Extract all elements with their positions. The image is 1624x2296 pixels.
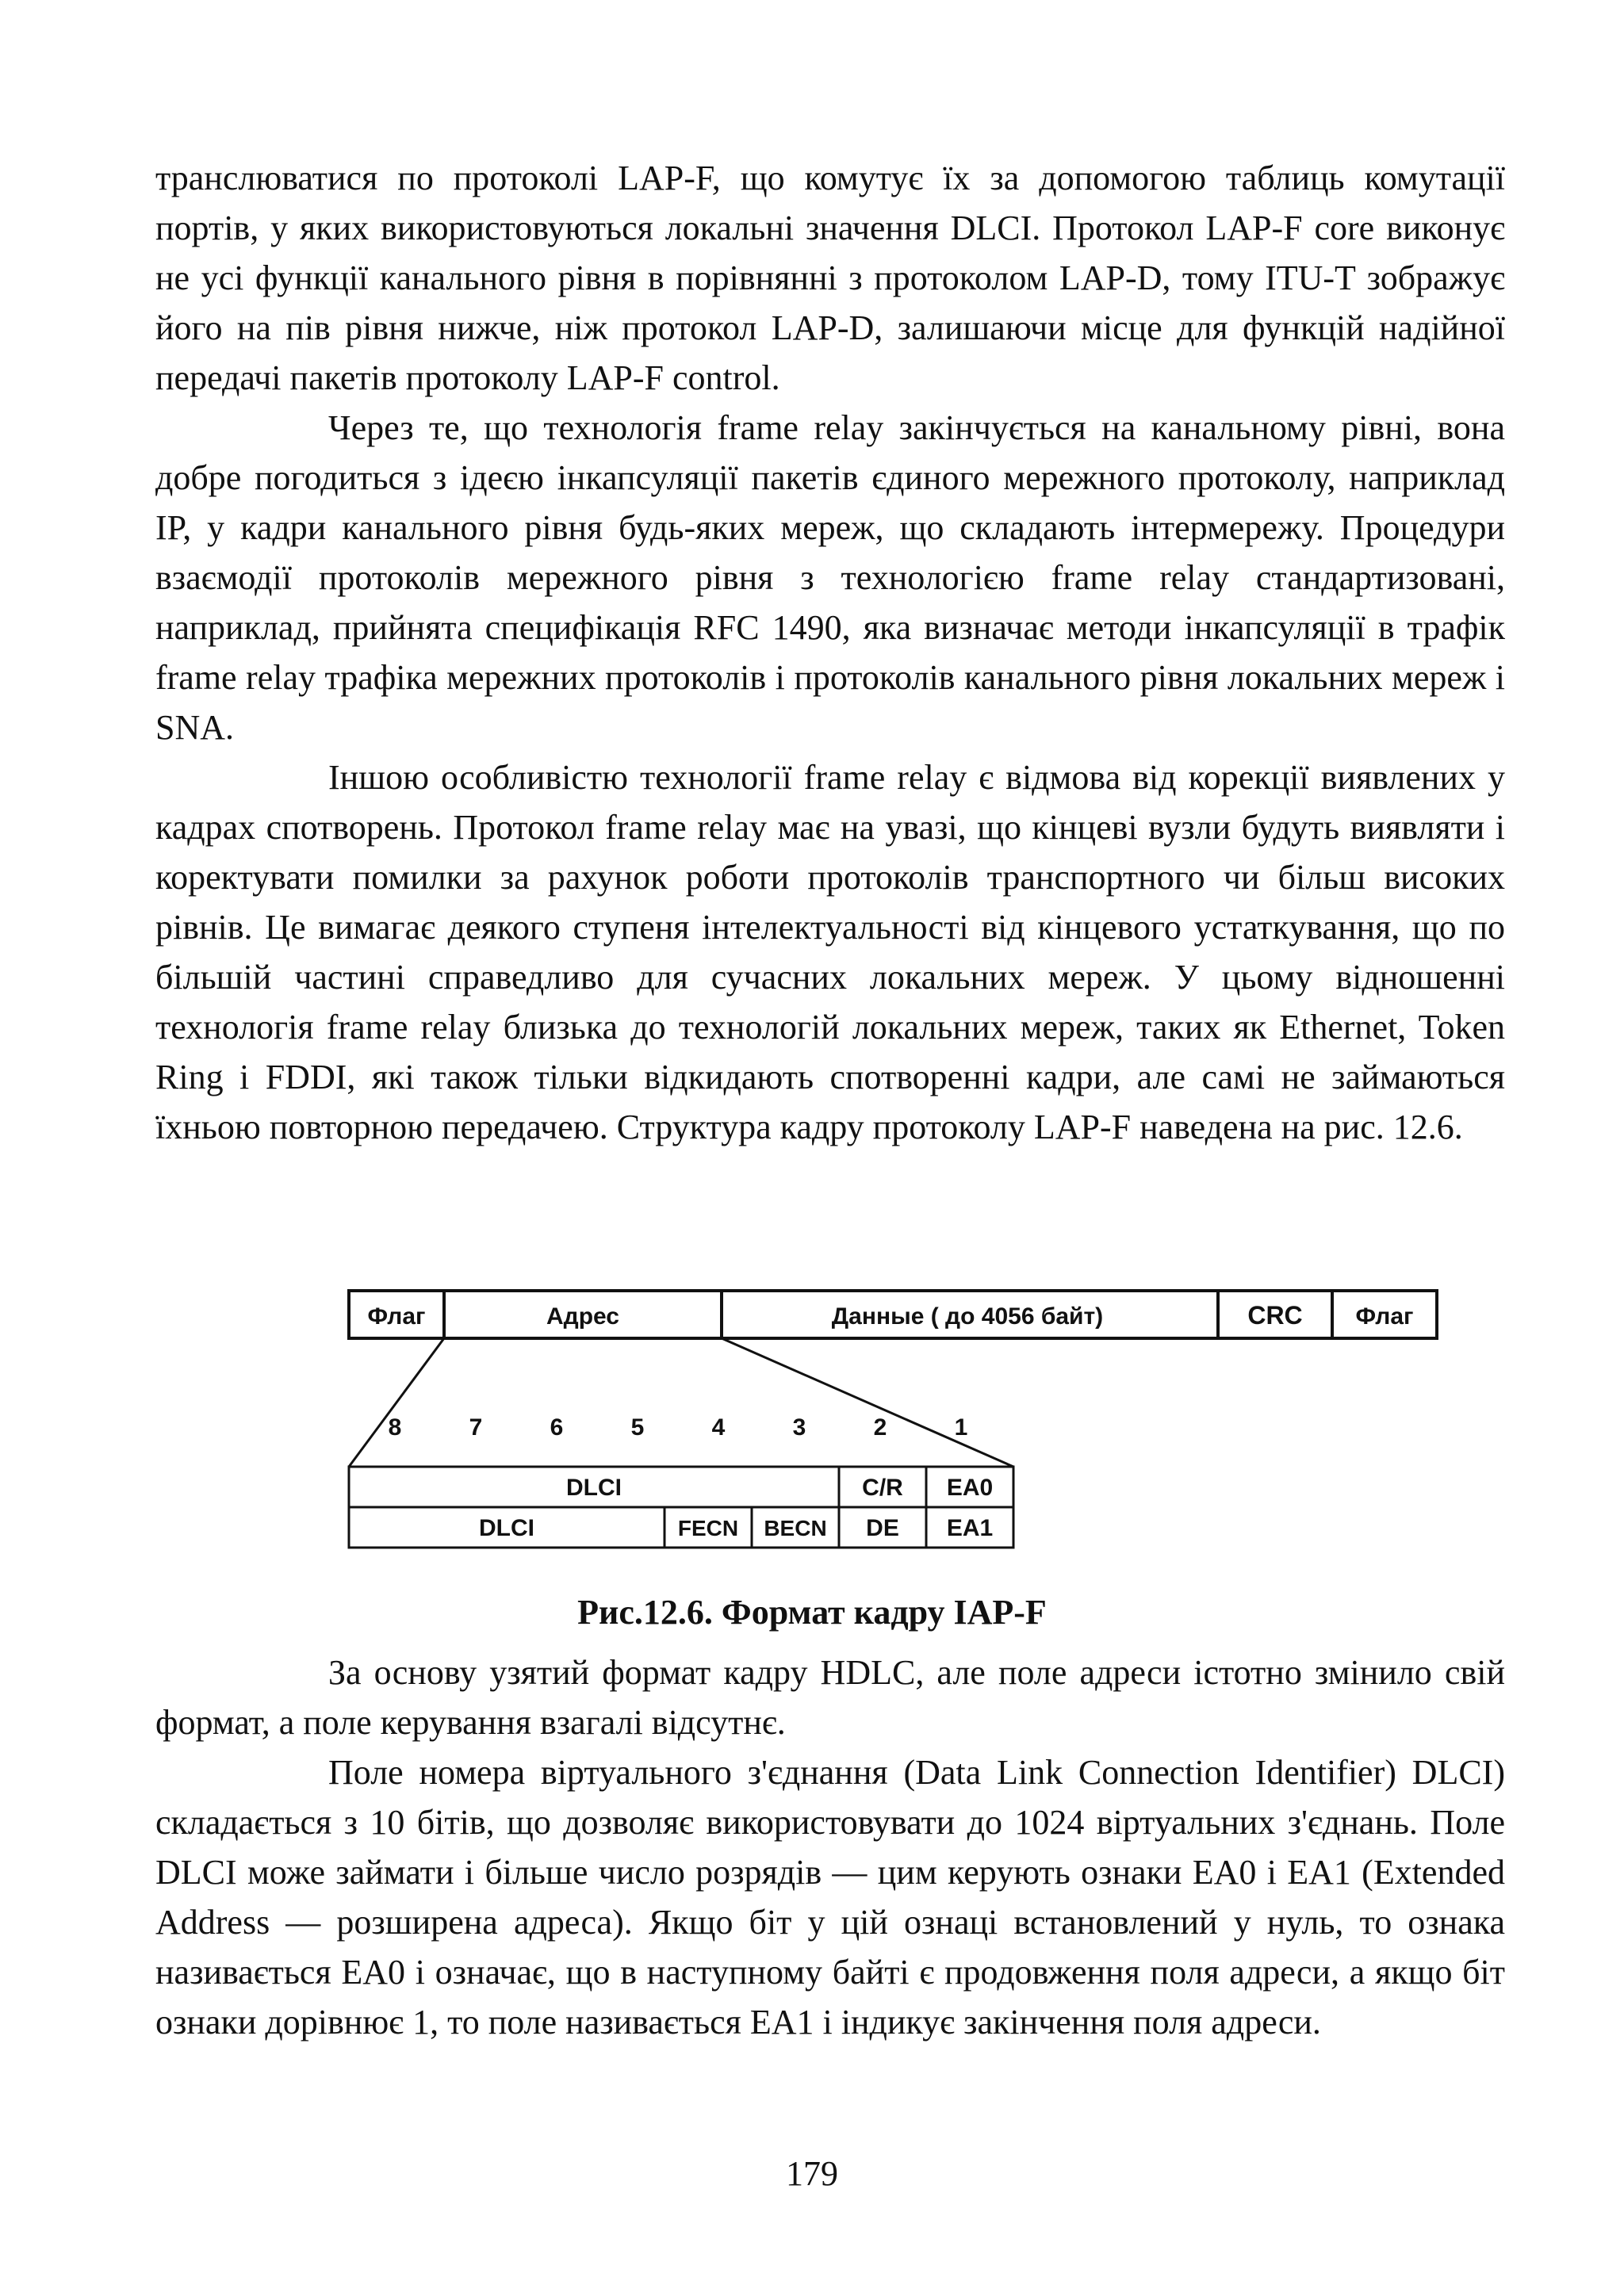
bit-number: 4 [711,1414,726,1441]
field-flag-end: Флаг [1355,1303,1414,1330]
bit-number: 1 [954,1414,968,1441]
expansion-line-right [722,1338,1013,1467]
frame-format-diagram [341,1269,1451,1586]
text-block-top [155,153,1505,1152]
bit-number: 8 [388,1414,402,1441]
page-number: 179 [786,2154,838,2193]
row2-dlci: DLCI [479,1515,534,1541]
paragraph: Іншою особливістю технології frame relay є відмова від корекції виявлених у кадрах спотворень. Протокол frame relay має на увазі, що кінцеві вузли будуть виявляти і коректувати помилки за рахунок роботи протоколів транспортного чи більш високих рівнів. Це вимагає деякого ступеня інтелектуальності від кінцевого устаткування, що по більшій частині справедливо для сучасних локальних мереж. У цьому відношенні технологія frame relay близька до технологій локальних мереж, таких як Ethernet, Token Ring і FDDI, які також тільки відкидають спотворенні кадри, але самі не займаються їхньою повторною передачею. Структура кадру протоколу LAP-F наведена на рис. 12.6. [155,758,1505,1146]
field-data: Данные ( до 4056 байт) [831,1303,1104,1330]
row1-dlci: DLCI [566,1475,622,1501]
field-crc: CRC [1247,1301,1303,1330]
row2-becn: BECN [764,1516,827,1540]
row2-fecn: FECN [677,1516,739,1540]
paragraph: Поле номера віртуального з'єднання (Data Link Connection Identifier) DLCI) складається з 10 бітів, що дозволяє використовувати до 1024 віртуальних з'єднань. Поле DLCI може займати і більше число розрядів — цим керують ознаки EA0 і EA1 (Extended Address — розширена адреса). Якщо біт у цій ознаці встановлений у нуль, то ознака називається EA0 і означає, що в наступному байті є продовження поля адреси, а якщо біт ознаки дорівнює 1, то поле називається EA1 і індикує закінчення поля адреси. [155,1753,1505,2042]
row2-ea1: EA1 [946,1515,994,1541]
paragraph: За основу узятий формат кадру HDLC, але поле адреси істотно змінило свій формат, а поле керування взагалі відсутнє. [155,1653,1505,1742]
frame-format-figure [341,1269,1451,1586]
bit-number: 3 [792,1414,806,1441]
field-address: Адрес [546,1303,620,1330]
bit-number: 7 [469,1414,483,1441]
row1-ea0: EA0 [946,1475,994,1501]
figure-caption: Рис.12.6. Формат кадру IAP-F [577,1593,1047,1632]
text-block-bottom [155,1647,1505,2047]
bit-number: 6 [550,1414,564,1441]
bit-number: 2 [873,1414,887,1441]
row1-cr: C/R [862,1475,903,1501]
expansion-line-left [349,1338,444,1467]
paragraph: Через те, що технологія frame relay закінчується на канальному рівні, вона добре погодиться з ідеєю інкапсуляції пакетів єдиного мережного протоколу, наприклад IP, у кадри канального рівня будь-яких мереж, що складають інтермережу. Процедури взаємодії протоколів мережного рівня з технологією frame relay стандартизовані, наприклад, прийнята специфікація RFC 1490, яка визначає методи інкапсуляції в трафік frame relay трафіка мережних протоколів і протоколів канального рівня локальних мереж і SNA. [155,408,1505,747]
bit-number: 5 [630,1414,645,1441]
row2-de: DE [866,1515,899,1541]
field-flag-start: Флаг [367,1303,426,1330]
paragraph: транслюватися по протоколі LAP-F, що комутує їх за допомогою таблиць комутації портів, у яких використовуються локальні значення DLCI. Протокол LAP-F core виконує не усі функції канального рівня в порівнянні з протоколом LAP-D, тому ITU-T зображує його на пів рівня нижче, ніж протокол LAP-D, залишаючи місце для функцій надійної передачі пакетів протоколу LAP-F control. [155,159,1505,397]
